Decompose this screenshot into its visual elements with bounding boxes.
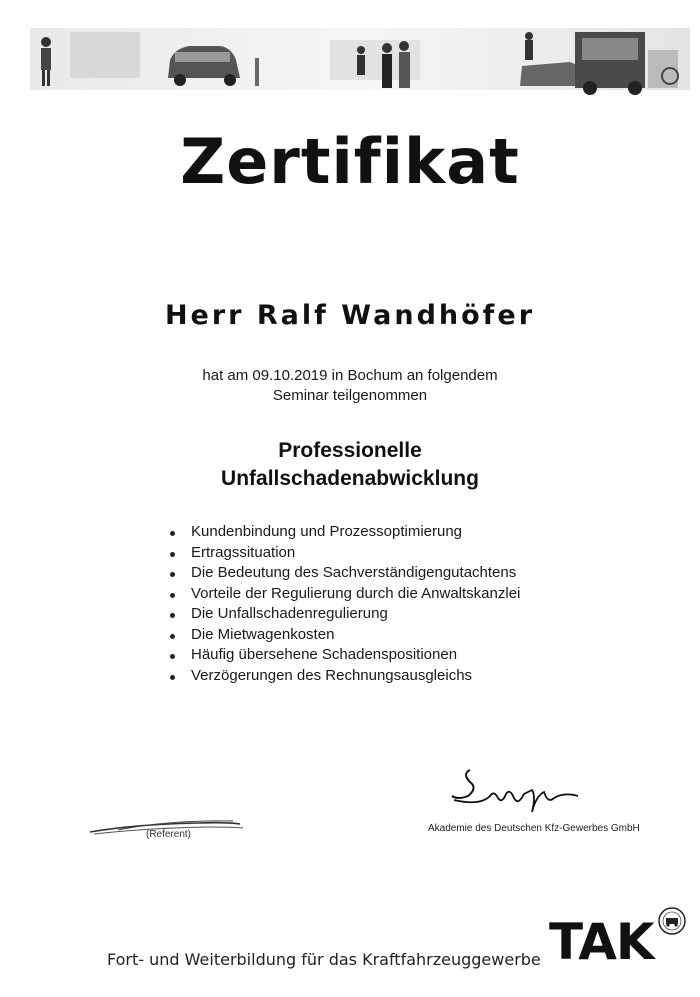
intro-line-2: Seminar teilgenommen (272, 387, 428, 404)
topic-item: Ertragssituation (168, 543, 520, 564)
topic-item: Vorteile der Regulierung durch die Anwaltskanzlei (168, 584, 520, 605)
header-banner-illustration (30, 10, 690, 100)
certificate-title: Zertifikat (180, 125, 520, 198)
seminar-title-line-2: Unfallschadenabwicklung (221, 467, 479, 490)
tak-logo: TAK (549, 913, 654, 971)
topic-item: Die Bedeutung des Sachverständigengutachtens (168, 563, 520, 584)
topic-list (168, 522, 520, 686)
circular-seal-icon (657, 906, 687, 936)
recipient-name: Herr Ralf Wandhöfer (164, 300, 536, 331)
topic-item: Verzögerungen des Rechnungsausgleichs (168, 666, 520, 687)
academy-signature (440, 760, 590, 820)
intro-line-1: hat am 09.10.2019 in Bochum an folgendem (202, 367, 498, 384)
topic-item: Kundenbindung und Prozessoptimierung (168, 522, 520, 543)
referent-label: (Referent) (146, 829, 192, 840)
topic-item: Die Mietwagenkosten (168, 625, 520, 646)
participation-statement (0, 366, 700, 406)
seminar-title (0, 437, 700, 493)
topic-item: Häufig übersehene Schadenspositionen (168, 645, 520, 666)
topic-item: Die Unfallschadenregulierung (168, 604, 520, 625)
footer-tagline: Fort- und Weiterbildung für das Kraftfahrzeuggewerbe (107, 950, 541, 969)
seminar-title-line-1: Professionelle (278, 439, 422, 462)
academy-label: Akademie des Deutschen Kfz-Gewerbes GmbH (428, 823, 640, 834)
